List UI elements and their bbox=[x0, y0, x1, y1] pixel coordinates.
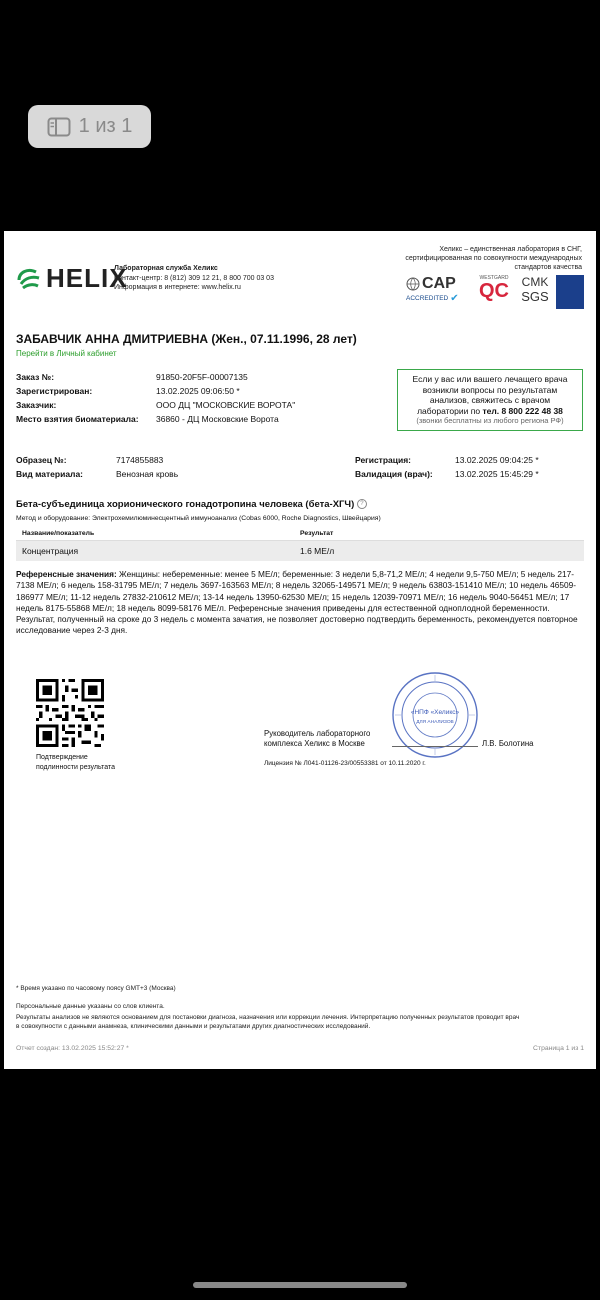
sample-key: Образец №: bbox=[16, 455, 67, 465]
order-value: ООО ДЦ "МОСКОВСКИЕ ВОРОТА" bbox=[156, 400, 296, 410]
reference-text: Женщины: небеременные: менее 5 МЕ/л; беременные: 3 недели 5,8-71,2 МЕ/л; 4 недели 9,5-750 МЕ/л; 5 недель 217-7138 МЕ/л; 6 недель 158-31795 МЕ/л; 7 недель 3697-163563 МЕ/л; 8 недель 32065-149571 МЕ/л; 9 недель 63803-151410 МЕ/л; 10 недель 46509-186977 МЕ/л; 11-12 недель 27832-210612 МЕ/л; 13-14 недель 13950-62530 МЕ/л; 15 недель 12039-70971 МЕ/л; 16 недель 9040-56451 МЕ/л; 17 недель 8175-55868 МЕ/л; 18 недель 8099-58176 МЕ/л. Референсные значения приведены для естественной одноплодной беременности. Результат, полученный на сроке до 3 недель с момента зачатия, не позволяет достоверно подтвердить беременность, рекомендуется повторное исследование через 2-3 дня. bbox=[16, 569, 578, 636]
disclaimer-line: Результаты анализов не являются основанием для постановки диагноза, назначения или коррекции лечения. Интерпретацию полученных результатов проводит врач bbox=[16, 1014, 520, 1021]
contact-center: Контакт-центр: 8 (812) 309 12 21, 8 800 700 03 03 bbox=[114, 274, 274, 282]
callout-line: Если у вас или вашего лечащего врача bbox=[412, 374, 568, 384]
stamp-subtext: ДЛЯ АНАЛИЗОВ bbox=[416, 720, 454, 725]
qc-text: QC bbox=[479, 280, 509, 302]
check-icon: ✔ bbox=[450, 293, 459, 304]
lab-info bbox=[114, 264, 274, 293]
cert-line: стандартов качества bbox=[514, 264, 582, 271]
order-key: Зарегистрирован: bbox=[16, 386, 93, 396]
helix-logo-icon bbox=[16, 266, 42, 292]
order-row bbox=[16, 384, 386, 398]
callout-note: (звонки бесплатны из любого региона РФ) bbox=[416, 416, 564, 425]
logo-text: HELIX bbox=[46, 263, 128, 293]
qr-code[interactable] bbox=[36, 679, 104, 752]
result-value: 1.6 МЕ/л bbox=[300, 546, 335, 556]
sample-value: 13.02.2025 09:04:25 * bbox=[455, 455, 539, 465]
order-row bbox=[16, 370, 386, 384]
doctor-contact-callout bbox=[397, 369, 583, 431]
table-row bbox=[16, 541, 584, 561]
sample-row bbox=[16, 467, 346, 481]
order-value: 36860 - ДЦ Московские Ворота bbox=[156, 414, 279, 424]
signature-line bbox=[392, 746, 478, 747]
sample-row bbox=[355, 467, 585, 481]
cap-globe-icon bbox=[406, 277, 420, 291]
certification-text bbox=[372, 245, 582, 272]
test-title bbox=[16, 499, 367, 510]
cert-line: сертифицированная по совокупности международных bbox=[405, 255, 582, 262]
order-key: Место взятия биоматериала: bbox=[16, 414, 139, 424]
cap-text: CAP bbox=[422, 275, 456, 292]
page-number: Страница 1 из 1 bbox=[533, 1045, 584, 1052]
sample-key: Вид материала: bbox=[16, 469, 84, 479]
global-group-badge bbox=[556, 275, 584, 309]
website: Информация в интернете: www.helix.ru bbox=[114, 284, 241, 291]
qr-caption bbox=[36, 753, 115, 773]
westgard-qc-badge bbox=[474, 275, 514, 301]
cmk-sgs-badge bbox=[520, 275, 550, 304]
order-row bbox=[16, 412, 386, 426]
lab-name: Лабораторная служба Хеликс bbox=[114, 265, 218, 272]
sample-details-left bbox=[16, 453, 346, 481]
sample-value: Венозная кровь bbox=[116, 469, 179, 479]
signer-role-line: комплекса Хеликс в Москве bbox=[264, 739, 365, 748]
sample-details-right bbox=[355, 453, 585, 481]
order-details bbox=[16, 370, 386, 426]
cap-badge bbox=[406, 275, 468, 304]
col-result-header: Результат bbox=[300, 530, 334, 537]
personal-cabinet-link[interactable]: Перейти в Личный кабинет bbox=[16, 349, 117, 358]
col-name-header: Название/показатель bbox=[22, 530, 95, 537]
page-indicator-label: 1 из 1 bbox=[78, 115, 133, 137]
disclaimer-line: в совокупности с данными анамнеза, клиническими данными и результатами других диагностических исследований. bbox=[16, 1023, 371, 1030]
signer-role bbox=[264, 729, 370, 749]
license-text: Лицензия № Л041-01126-23/00553381 от 10.11.2020 г. bbox=[264, 760, 426, 767]
cert-line: Хеликс – единственная лаборатория в СНГ, bbox=[439, 246, 582, 253]
order-value: 91850-20F5F-00007135 bbox=[156, 372, 248, 382]
order-key: Заказ №: bbox=[16, 372, 55, 382]
home-indicator[interactable] bbox=[193, 1282, 407, 1288]
sample-row bbox=[16, 453, 346, 467]
report-created: Отчет создан: 13.02.2025 15:52:27 * bbox=[16, 1045, 129, 1052]
reference-label: Референсные значения: bbox=[16, 569, 117, 579]
help-icon[interactable]: ? bbox=[357, 499, 367, 509]
patient-name: ЗАБАВЧИК АННА ДМИТРИЕВНА (Жен., 07.11.1996, 28 лет) bbox=[16, 332, 357, 346]
timezone-note: * Время указано по часовому поясу GMT+3 (Москва) bbox=[16, 985, 176, 992]
test-title-text: Бета-субъединица хорионического гонадотропина человека (бета-ХГЧ) bbox=[16, 499, 355, 510]
callout-line: возникли вопросы по результатам bbox=[422, 384, 558, 395]
sample-row bbox=[355, 453, 585, 467]
order-row bbox=[16, 398, 386, 412]
westgard-text: WESTGARD bbox=[479, 275, 509, 281]
results-table bbox=[16, 528, 584, 561]
official-stamp bbox=[391, 671, 479, 764]
sample-value: 7174855883 bbox=[116, 455, 164, 465]
order-key: Заказчик: bbox=[16, 400, 57, 410]
table-header bbox=[16, 528, 584, 541]
callout-phone-line bbox=[398, 406, 582, 417]
cap-sub-text: ACCREDITED bbox=[406, 295, 449, 302]
cmk-text: CMK bbox=[521, 275, 549, 289]
personal-data-note: Персональные данные указаны со слов клиента. bbox=[16, 1003, 165, 1010]
qr-caption-line: Подтверждение bbox=[36, 754, 88, 761]
callout-prefix: лаборатории по bbox=[417, 405, 483, 416]
order-value: 13.02.2025 09:06:50 * bbox=[156, 386, 240, 396]
disclaimer bbox=[16, 1013, 588, 1031]
certification-badges bbox=[406, 275, 584, 309]
stamp-text: «НПФ «Хеликс» bbox=[410, 709, 460, 716]
sample-key: Регистрация: bbox=[355, 455, 412, 465]
sgs-text: SGS bbox=[521, 289, 549, 304]
document-page[interactable] bbox=[4, 231, 596, 1069]
result-name: Концентрация bbox=[22, 546, 79, 556]
reference-values bbox=[16, 569, 584, 637]
callout-phone[interactable]: тел. 8 800 222 48 38 bbox=[482, 405, 563, 416]
sidebar-icon bbox=[47, 117, 71, 137]
qr-caption-line: подлинности результата bbox=[36, 764, 115, 771]
callout-line: анализов, свяжитесь с врачом bbox=[429, 395, 551, 405]
sample-value: 13.02.2025 15:45:29 * bbox=[455, 469, 539, 479]
sample-key: Валидация (врач): bbox=[355, 469, 433, 479]
helix-logo bbox=[16, 263, 128, 294]
signer-role-line: Руководитель лабораторного bbox=[264, 729, 371, 738]
page-indicator[interactable] bbox=[28, 105, 151, 148]
test-method: Метод и оборудование: Электрохемилюминесцентный иммуноанализ (Cobas 6000, Roche Diagnostics, Швейцария) bbox=[16, 515, 381, 522]
signer-name: Л.В. Болотина bbox=[482, 739, 534, 748]
